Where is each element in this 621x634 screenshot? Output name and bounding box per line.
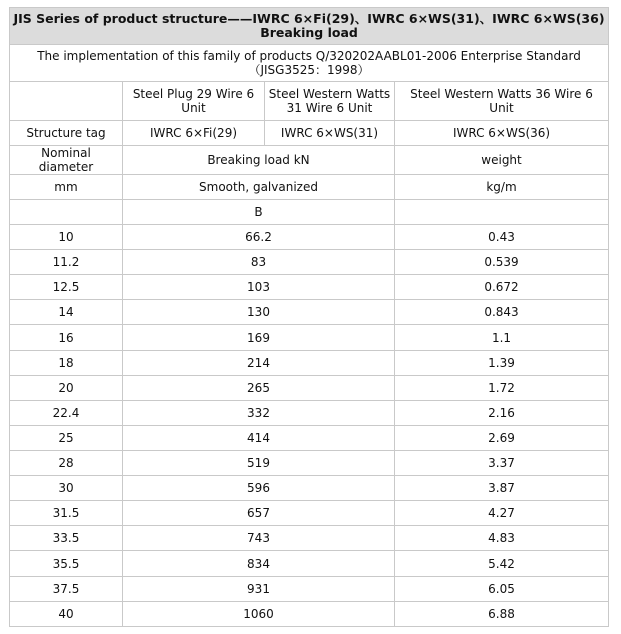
structure-label: Structure tag — [10, 120, 123, 145]
nominal-diameter-cell: 22.4 — [10, 400, 123, 425]
breaking-load-cell: 66.2 — [123, 225, 395, 250]
weight-cell: 1.72 — [395, 375, 609, 400]
structure-tag: IWRC 6×Fi(29) — [123, 120, 265, 145]
table-row — [10, 526, 609, 551]
weight-cell: 6.05 — [395, 576, 609, 601]
weight-cell: 3.37 — [395, 451, 609, 476]
table-row — [10, 476, 609, 501]
weight-cell: 1.1 — [395, 325, 609, 350]
table-row — [10, 225, 609, 250]
title-row — [10, 8, 609, 45]
diameter-unit: mm — [10, 174, 123, 199]
weight-cell: 6.88 — [395, 601, 609, 626]
table-row — [10, 601, 609, 626]
breaking-load-cell: 214 — [123, 350, 395, 375]
structure-tag: IWRC 6×WS(31) — [265, 120, 395, 145]
nominal-diameter-cell: 10 — [10, 225, 123, 250]
nominal-diameter-cell: 30 — [10, 476, 123, 501]
nominal-diameter-cell: 18 — [10, 350, 123, 375]
nominal-diameter-cell: 35.5 — [10, 551, 123, 576]
breaking-load-cell: 265 — [123, 375, 395, 400]
weight-cell: 4.83 — [395, 526, 609, 551]
breaking-load-cell: 332 — [123, 400, 395, 425]
load-grade: B — [123, 199, 395, 224]
breaking-load-cell: 83 — [123, 250, 395, 275]
table-row — [10, 250, 609, 275]
table-body — [10, 8, 609, 225]
nominal-diameter-cell: 14 — [10, 300, 123, 325]
table-row — [10, 501, 609, 526]
product-name: Steel Plug 29 Wire 6 Unit — [123, 82, 265, 120]
breaking-load-cell: 519 — [123, 451, 395, 476]
weight-cell: 1.39 — [395, 350, 609, 375]
breaking-load-cell: 743 — [123, 526, 395, 551]
weight-header: weight — [395, 145, 609, 174]
breaking-load-cell: 130 — [123, 300, 395, 325]
product-name: Steel Western Watts 36 Wire 6 Unit — [395, 82, 609, 120]
data-rows — [10, 225, 609, 627]
weight-cell: 0.843 — [395, 300, 609, 325]
table-row — [10, 275, 609, 300]
table-row — [10, 451, 609, 476]
weight-cell: 0.43 — [395, 225, 609, 250]
table-row — [10, 300, 609, 325]
table-row — [10, 375, 609, 400]
breaking-load-cell: 834 — [123, 551, 395, 576]
nominal-diameter-cell: 11.2 — [10, 250, 123, 275]
nominal-diameter-cell: 31.5 — [10, 501, 123, 526]
blank-cell — [10, 82, 123, 120]
breaking-load-cell: 657 — [123, 501, 395, 526]
diameter-header: Nominal diameter — [10, 145, 123, 174]
breaking-load-cell: 596 — [123, 476, 395, 501]
table-row — [10, 576, 609, 601]
breaking-load-cell: 931 — [123, 576, 395, 601]
nominal-diameter-cell: 20 — [10, 375, 123, 400]
weight-cell: 0.539 — [395, 250, 609, 275]
breaking-load-cell: 1060 — [123, 601, 395, 626]
structure-tag: IWRC 6×WS(36) — [395, 120, 609, 145]
structure-row — [10, 120, 609, 145]
standard-row — [10, 45, 609, 82]
header-row — [10, 145, 609, 174]
load-subheader: Smooth, galvanized — [123, 174, 395, 199]
breaking-load-table — [9, 7, 609, 627]
weight-unit: kg/m — [395, 174, 609, 199]
standard-note: The implementation of this family of products Q/320202AABL01-2006 Enterprise Standard（JISG3525：1998） — [10, 45, 609, 82]
nominal-diameter-cell: 28 — [10, 451, 123, 476]
nominal-diameter-cell: 37.5 — [10, 576, 123, 601]
nominal-diameter-cell: 40 — [10, 601, 123, 626]
table-row — [10, 350, 609, 375]
nominal-diameter-cell: 25 — [10, 425, 123, 450]
breaking-load-cell: 103 — [123, 275, 395, 300]
weight-cell: 2.69 — [395, 425, 609, 450]
table-row — [10, 425, 609, 450]
weight-cell: 5.42 — [395, 551, 609, 576]
weight-cell: 3.87 — [395, 476, 609, 501]
nominal-diameter-cell: 33.5 — [10, 526, 123, 551]
weight-cell: 4.27 — [395, 501, 609, 526]
breaking-load-cell: 169 — [123, 325, 395, 350]
table-row — [10, 400, 609, 425]
load-header: Breaking load kN — [123, 145, 395, 174]
product-name: Steel Western Watts 31 Wire 6 Unit — [265, 82, 395, 120]
blank-cell — [10, 199, 123, 224]
table-row — [10, 551, 609, 576]
weight-cell: 0.672 — [395, 275, 609, 300]
breaking-load-cell: 414 — [123, 425, 395, 450]
grade-row — [10, 199, 609, 224]
table-title: JIS Series of product structure——IWRC 6×Fi(29)、IWRC 6×WS(31)、IWRC 6×WS(36) Breaking load — [10, 8, 609, 45]
weight-cell: 2.16 — [395, 400, 609, 425]
unit-row — [10, 174, 609, 199]
nominal-diameter-cell: 16 — [10, 325, 123, 350]
blank-cell — [395, 199, 609, 224]
product-row — [10, 82, 609, 120]
nominal-diameter-cell: 12.5 — [10, 275, 123, 300]
table-row — [10, 325, 609, 350]
